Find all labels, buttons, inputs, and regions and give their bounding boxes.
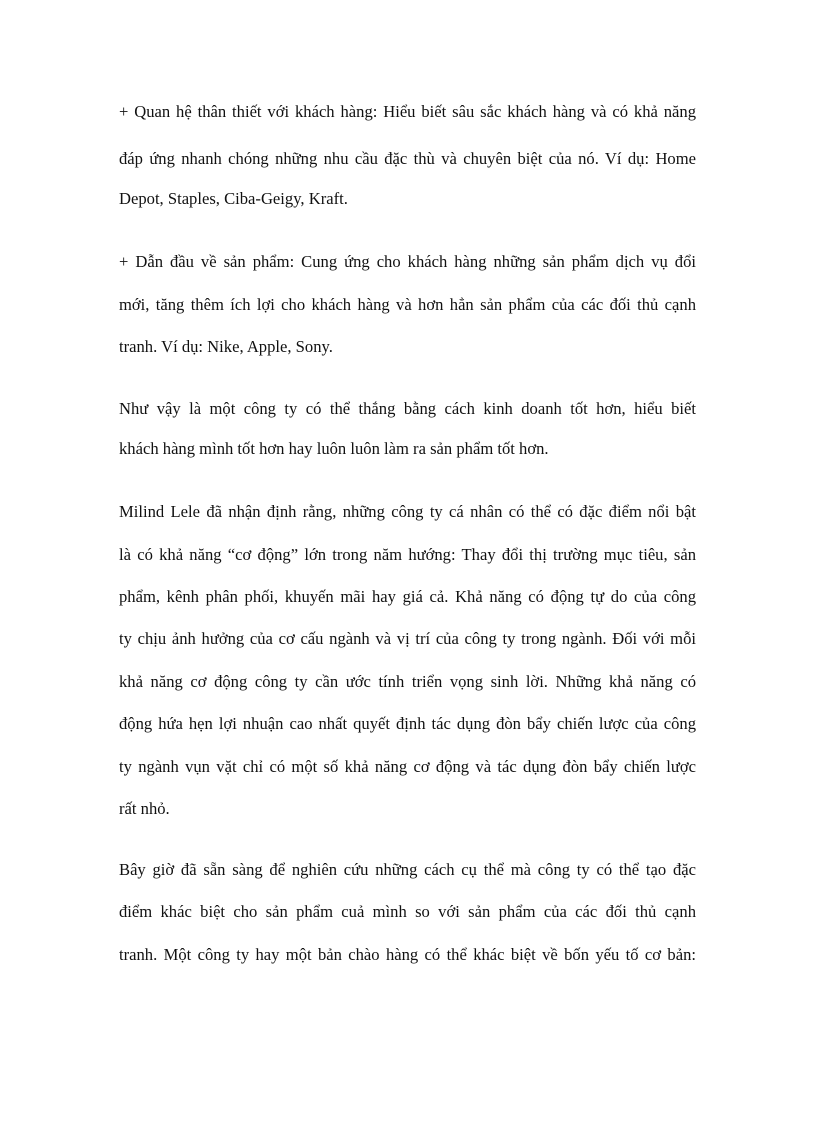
paragraph-5-line-3: tranh. Một công ty hay một bản chào hàng có thể khác biệt về bốn yếu tố cơ bản: bbox=[119, 945, 696, 964]
paragraph-2-line-1: + Dẫn đầu về sản phẩm: Cung ứng cho khách hàng những sản phẩm dịch vụ đổi bbox=[119, 252, 696, 271]
paragraph-4-line-4: ty chịu ảnh hưởng của cơ cấu ngành và vị trí của công ty trong ngành. Đối với mỗi bbox=[119, 629, 696, 648]
paragraph-2-line-3: tranh. Ví dụ: Nike, Apple, Sony. bbox=[119, 337, 333, 356]
paragraph-5-line-2: điểm khác biệt cho sản phẩm cuả mình so với sản phẩm của các đối thủ cạnh bbox=[119, 902, 696, 921]
paragraph-1-line-2: đáp ứng nhanh chóng những nhu cầu đặc thù và chuyên biệt của nó. Ví dụ: Home bbox=[119, 149, 696, 168]
paragraph-4-line-7: ty ngành vụn vặt chỉ có một số khả năng cơ động và tác dụng đòn bẩy chiến lược bbox=[119, 757, 696, 776]
paragraph-4-line-2: là có khả năng “cơ động” lớn trong năm hướng: Thay đổi thị trường mục tiêu, sản bbox=[119, 545, 696, 564]
paragraph-1-line-3: Depot, Staples, Ciba-Geigy, Kraft. bbox=[119, 189, 348, 208]
paragraph-4-line-5: khả năng cơ động công ty cần ước tính triển vọng sinh lời. Những khả năng có bbox=[119, 672, 696, 691]
paragraph-3-line-1: Như vậy là một công ty có thể thắng bằng cách kinh doanh tốt hơn, hiểu biết bbox=[119, 399, 696, 418]
paragraph-2-line-2: mới, tăng thêm ích lợi cho khách hàng và hơn hẳn sản phẩm của các đối thủ cạnh bbox=[119, 295, 696, 314]
paragraph-4-line-3: phẩm, kênh phân phối, khuyến mãi hay giá cả. Khả năng có động tự do của công bbox=[119, 587, 696, 606]
paragraph-4-line-8: rất nhỏ. bbox=[119, 799, 170, 818]
paragraph-1-line-1: + Quan hệ thân thiết với khách hàng: Hiểu biết sâu sắc khách hàng và có khả năng bbox=[119, 102, 696, 121]
paragraph-5-line-1: Bây giờ đã sẵn sàng để nghiên cứu những cách cụ thể mà công ty có thể tạo đặc bbox=[119, 860, 696, 879]
paragraph-3-line-2: khách hàng mình tốt hơn hay luôn luôn làm ra sản phẩm tốt hơn. bbox=[119, 439, 549, 458]
paragraph-4-line-6: động hứa hẹn lợi nhuận cao nhất quyết định tác dụng đòn bẩy chiến lược của công bbox=[119, 714, 696, 733]
paragraph-4-line-1: Milind Lele đã nhận định rằng, những công ty cá nhân có thể có đặc điểm nổi bật bbox=[119, 502, 696, 521]
